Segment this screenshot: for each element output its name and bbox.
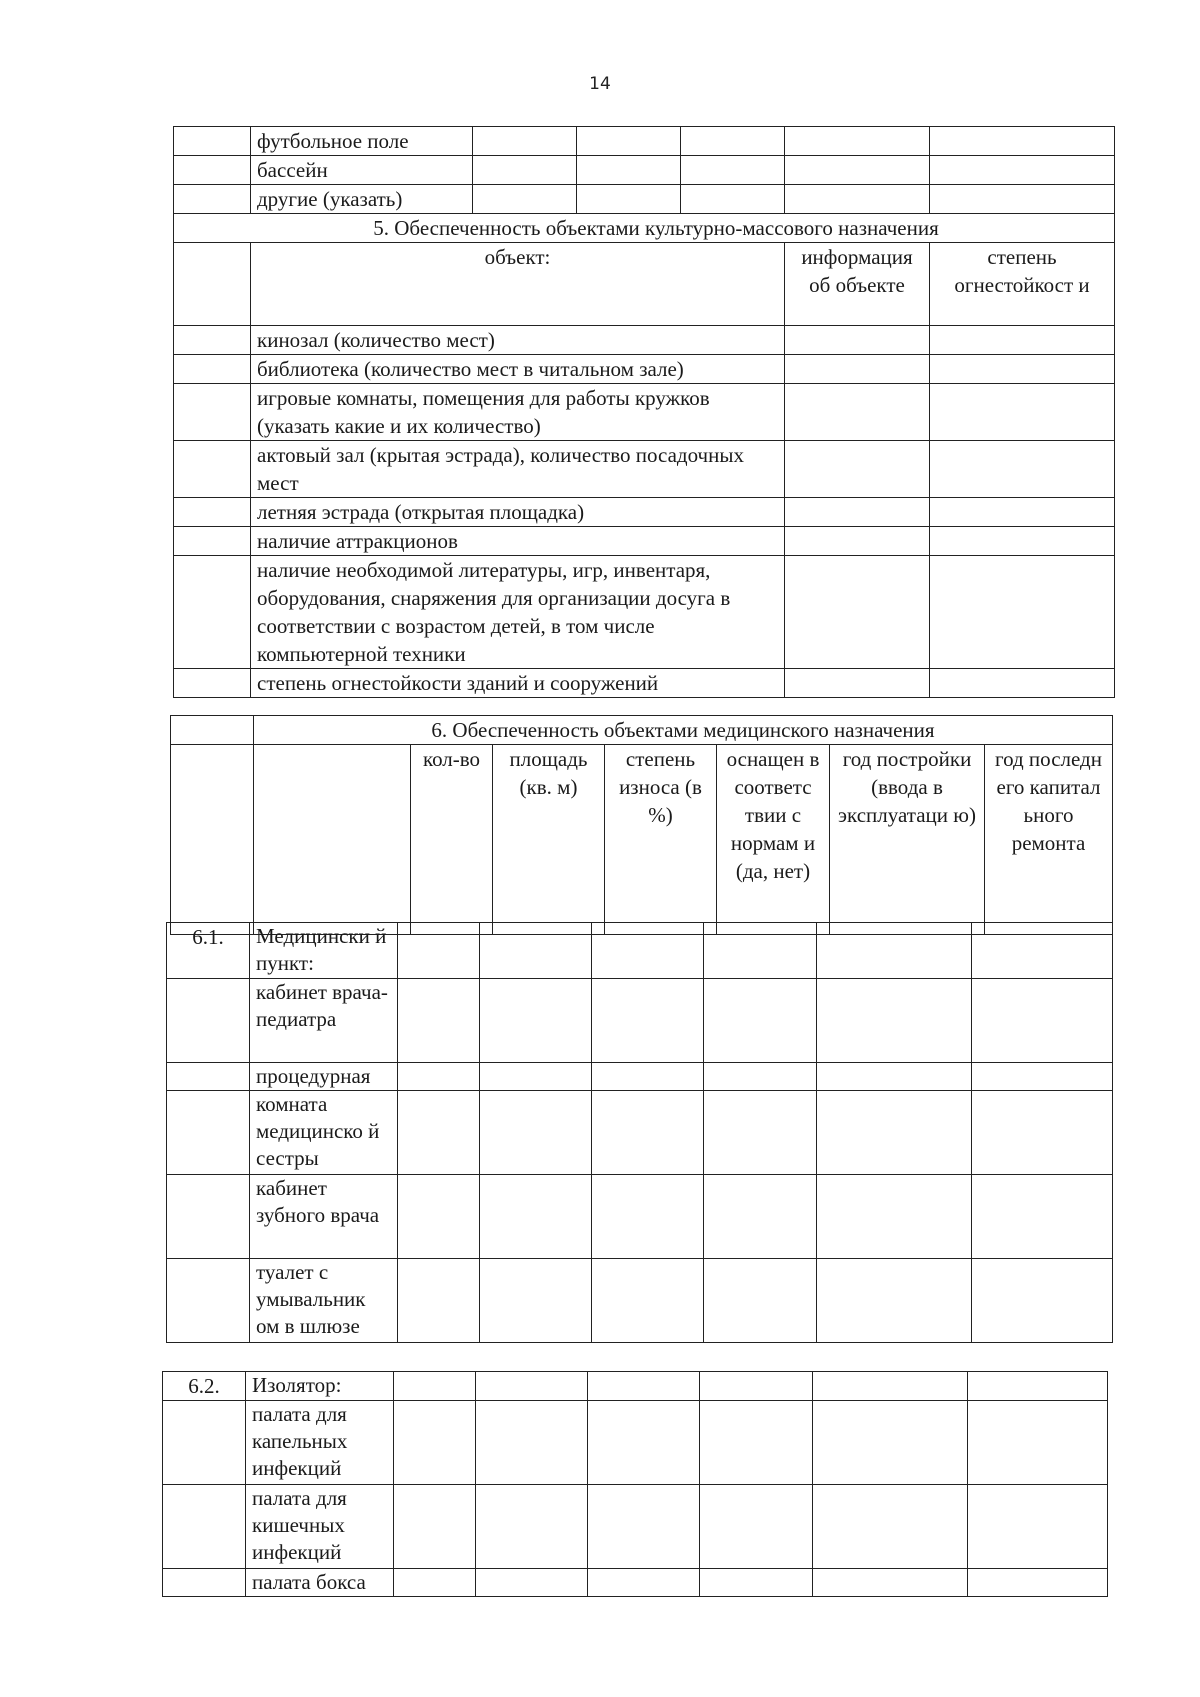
empty-cell — [398, 1091, 480, 1175]
table-row — [174, 355, 1115, 384]
table-row — [167, 1091, 1113, 1175]
group-label: Медицински й пункт: — [250, 923, 398, 979]
object-label: кинозал (количество мест) — [251, 326, 785, 355]
table-row — [174, 384, 1115, 441]
table-row — [167, 979, 1113, 1063]
empty-cell — [700, 1401, 813, 1485]
empty-cell — [398, 979, 480, 1063]
empty-cell — [785, 326, 930, 355]
col-fire-header: степень огнестойкост и — [930, 243, 1115, 326]
empty-cell — [577, 127, 681, 156]
col-object-header: объект: — [251, 243, 785, 326]
empty-cell — [171, 716, 254, 745]
col-count-header: кол-во — [411, 745, 493, 935]
item-label: палата для кишечных инфекций — [246, 1485, 394, 1569]
empty-cell — [785, 384, 930, 441]
empty-cell — [473, 185, 577, 214]
empty-cell — [476, 1372, 588, 1401]
empty-cell — [972, 1175, 1113, 1259]
empty-cell — [968, 1569, 1108, 1597]
empty-cell — [930, 185, 1115, 214]
empty-cell — [167, 1091, 250, 1175]
empty-cell — [476, 1401, 588, 1485]
empty-cell — [817, 979, 972, 1063]
table-row — [174, 669, 1115, 698]
table-row — [167, 1259, 1113, 1343]
col-equipped-header: оснащен в соответс твии с нормам и (да, нет) — [717, 745, 830, 935]
empty-cell — [681, 156, 785, 185]
empty-cell — [254, 745, 411, 935]
empty-cell — [588, 1372, 700, 1401]
empty-cell — [813, 1372, 968, 1401]
empty-cell — [930, 498, 1115, 527]
table-row — [174, 498, 1115, 527]
empty-cell — [480, 1175, 592, 1259]
empty-cell — [704, 923, 817, 979]
empty-cell — [167, 1175, 250, 1259]
empty-cell — [174, 527, 251, 556]
empty-cell — [588, 1401, 700, 1485]
table-row — [174, 441, 1115, 498]
empty-cell — [480, 1091, 592, 1175]
empty-cell — [163, 1569, 246, 1597]
empty-cell — [394, 1569, 476, 1597]
empty-cell — [785, 556, 930, 669]
empty-cell — [174, 498, 251, 527]
empty-cell — [972, 1259, 1113, 1343]
empty-cell — [577, 185, 681, 214]
object-label: игровые комнаты, помещения для работы кружков (указать какие и их количество) — [251, 384, 785, 441]
empty-cell — [817, 1259, 972, 1343]
empty-cell — [813, 1485, 968, 1569]
empty-cell — [592, 1091, 704, 1175]
empty-cell — [930, 384, 1115, 441]
empty-cell — [972, 1063, 1113, 1091]
empty-cell — [972, 923, 1113, 979]
empty-cell — [398, 923, 480, 979]
sports-label: футбольное поле — [251, 127, 473, 156]
medical-point-table — [166, 922, 1113, 1343]
empty-cell — [785, 185, 930, 214]
table-row — [163, 1401, 1108, 1485]
empty-cell — [930, 556, 1115, 669]
empty-cell — [480, 1063, 592, 1091]
empty-cell — [398, 1063, 480, 1091]
col-built-header: год постройки (ввода в эксплуатаци ю) — [830, 745, 985, 935]
table-row — [174, 243, 1115, 326]
empty-cell — [473, 127, 577, 156]
table-row — [163, 1485, 1108, 1569]
culture-table — [173, 126, 1115, 698]
empty-cell — [476, 1569, 588, 1597]
empty-cell — [167, 1063, 250, 1091]
item-label: процедурная — [250, 1063, 398, 1091]
empty-cell — [592, 1259, 704, 1343]
empty-cell — [785, 669, 930, 698]
col-repair-header: год последн его капитал ьного ремонта — [985, 745, 1113, 935]
empty-cell — [704, 1259, 817, 1343]
col-area-header: площадь (кв. м) — [493, 745, 605, 935]
empty-cell — [394, 1485, 476, 1569]
empty-cell — [163, 1485, 246, 1569]
empty-cell — [930, 441, 1115, 498]
empty-cell — [817, 1175, 972, 1259]
item-label: кабинет зубного врача — [250, 1175, 398, 1259]
sports-label: бассейн — [251, 156, 473, 185]
empty-cell — [398, 1175, 480, 1259]
empty-cell — [174, 669, 251, 698]
empty-cell — [817, 923, 972, 979]
object-label: наличие аттракционов — [251, 527, 785, 556]
empty-cell — [972, 979, 1113, 1063]
empty-cell — [174, 441, 251, 498]
empty-cell — [681, 185, 785, 214]
empty-cell — [785, 127, 930, 156]
table-row — [167, 1175, 1113, 1259]
empty-cell — [473, 156, 577, 185]
medical-header-table — [170, 715, 1113, 935]
table-row — [167, 923, 1113, 979]
empty-cell — [167, 1259, 250, 1343]
object-label: библиотека (количество мест в читальном зале) — [251, 355, 785, 384]
empty-cell — [480, 1259, 592, 1343]
empty-cell — [398, 1259, 480, 1343]
empty-cell — [968, 1372, 1108, 1401]
empty-cell — [588, 1569, 700, 1597]
empty-cell — [813, 1569, 968, 1597]
empty-cell — [174, 185, 251, 214]
object-label: летняя эстрада (открытая площадка) — [251, 498, 785, 527]
empty-cell — [174, 384, 251, 441]
sports-label: другие (указать) — [251, 185, 473, 214]
item-label: кабинет врача-педиатра — [250, 979, 398, 1063]
empty-cell — [813, 1401, 968, 1485]
table-row — [174, 214, 1115, 243]
empty-cell — [785, 156, 930, 185]
group-label: Изолятор: — [246, 1372, 394, 1401]
col-wear-header: степень износа (в %) — [605, 745, 717, 935]
table-row — [174, 127, 1115, 156]
empty-cell — [577, 156, 681, 185]
empty-cell — [704, 979, 817, 1063]
empty-cell — [476, 1485, 588, 1569]
empty-cell — [785, 498, 930, 527]
empty-cell — [972, 1091, 1113, 1175]
empty-cell — [930, 669, 1115, 698]
empty-cell — [700, 1569, 813, 1597]
table-row — [174, 326, 1115, 355]
empty-cell — [704, 1091, 817, 1175]
table-row — [174, 156, 1115, 185]
empty-cell — [930, 127, 1115, 156]
empty-cell — [817, 1063, 972, 1091]
table-row — [163, 1569, 1108, 1597]
col-info-header: информация об объекте — [785, 243, 930, 326]
empty-cell — [968, 1485, 1108, 1569]
object-label: наличие необходимой литературы, игр, инвентаря, оборудования, снаряжения для организации досуга в соответствии с возрастом детей, в том числе компьютерной техники — [251, 556, 785, 669]
empty-cell — [174, 326, 251, 355]
num-cell — [174, 127, 251, 156]
empty-cell — [174, 156, 251, 185]
empty-cell — [700, 1372, 813, 1401]
page-number: 14 — [589, 74, 611, 94]
empty-cell — [171, 745, 254, 935]
empty-cell — [704, 1063, 817, 1091]
empty-cell — [785, 355, 930, 384]
empty-cell — [930, 355, 1115, 384]
empty-cell — [174, 556, 251, 669]
empty-cell — [817, 1091, 972, 1175]
empty-cell — [163, 1401, 246, 1485]
table-row — [174, 556, 1115, 669]
object-label: степень огнестойкости зданий и сооружений — [251, 669, 785, 698]
empty-cell — [968, 1401, 1108, 1485]
empty-cell — [592, 1175, 704, 1259]
empty-cell — [588, 1485, 700, 1569]
empty-cell — [394, 1401, 476, 1485]
empty-cell — [480, 979, 592, 1063]
table-row — [174, 527, 1115, 556]
empty-cell — [394, 1372, 476, 1401]
table-row — [174, 185, 1115, 214]
empty-cell — [930, 326, 1115, 355]
empty-cell — [167, 979, 250, 1063]
empty-cell — [592, 979, 704, 1063]
empty-cell — [480, 923, 592, 979]
table-row — [167, 1063, 1113, 1091]
section-6-title: 6. Обеспеченность объектами медицинского назначения — [254, 716, 1113, 745]
section-5-title: 5. Обеспеченность объектами культурно-массового назначения — [174, 214, 1115, 243]
table-row — [171, 745, 1113, 935]
empty-cell — [930, 156, 1115, 185]
empty-cell — [592, 923, 704, 979]
table-row — [163, 1372, 1108, 1401]
empty-cell — [681, 127, 785, 156]
empty-cell — [785, 527, 930, 556]
isolator-table — [162, 1371, 1108, 1597]
empty-cell — [174, 243, 251, 326]
item-label: палата для капельных инфекций — [246, 1401, 394, 1485]
empty-cell — [930, 527, 1115, 556]
item-label: комната медицинско й сестры — [250, 1091, 398, 1175]
empty-cell — [592, 1063, 704, 1091]
item-label: палата бокса — [246, 1569, 394, 1597]
table-row — [171, 716, 1113, 745]
empty-cell — [700, 1485, 813, 1569]
item-label: туалет с умывальник ом в шлюзе — [250, 1259, 398, 1343]
group-number: 6.2. — [163, 1372, 246, 1401]
object-label: актовый зал (крытая эстрада), количество посадочных мест — [251, 441, 785, 498]
empty-cell — [785, 441, 930, 498]
empty-cell — [704, 1175, 817, 1259]
group-number: 6.1. — [167, 923, 250, 979]
empty-cell — [174, 355, 251, 384]
